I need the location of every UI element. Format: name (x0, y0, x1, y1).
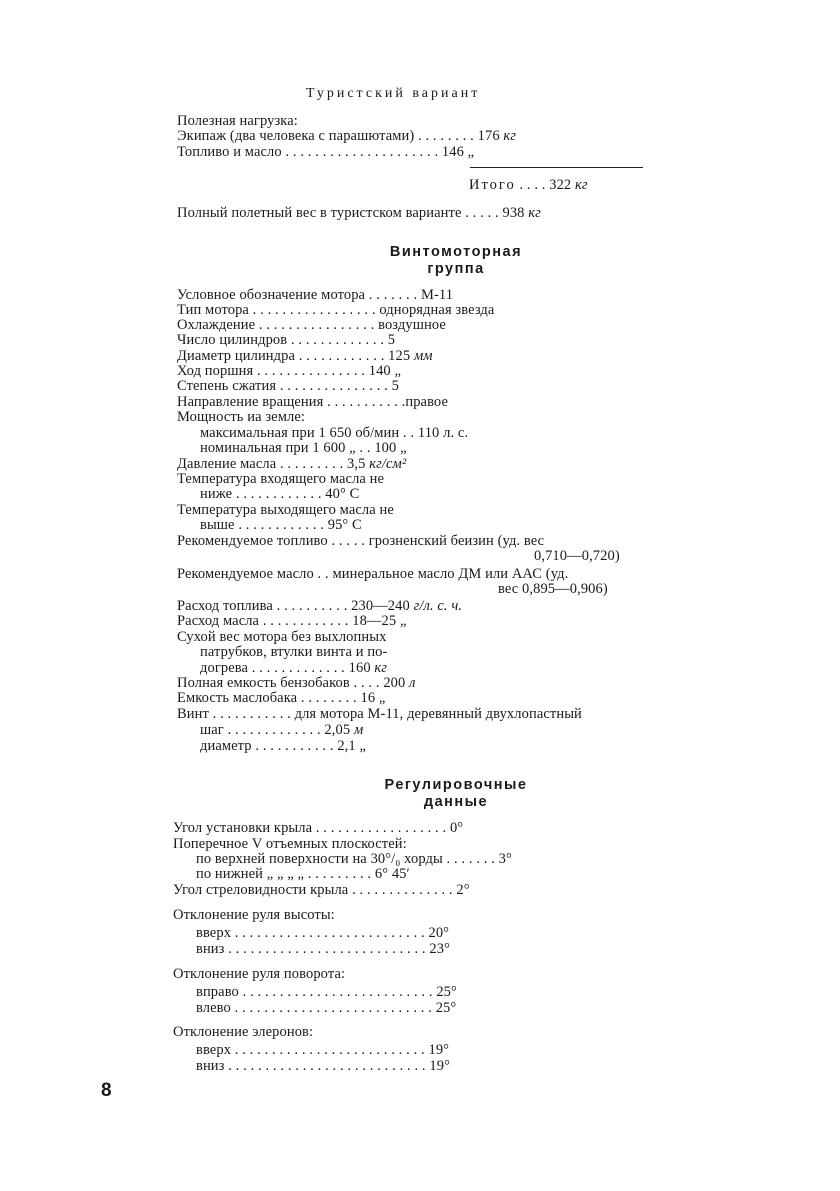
engine-line-text: вес 0,895—0,906) (498, 581, 608, 597)
engine-line (200, 425, 468, 441)
engine-line (177, 502, 394, 518)
engine-line-text: Винт . . . . . . . . . . . для мотора М-11, деревянный двухлопастный (177, 706, 582, 722)
engine-line (177, 690, 385, 706)
engine-group-heading (0, 244, 840, 278)
engine-line-unit: кг/см² (369, 456, 407, 472)
regulation-heading (0, 777, 840, 811)
engine-line (177, 598, 462, 614)
engine-heading-line2: группа (427, 261, 485, 277)
crew-text: Экипаж (два человека с парашютами) . . . . . . . . 176 (177, 128, 504, 144)
regulation-line: влево . . . . . . . . . . . . . . . . . . . . . . . . . . . 25° (196, 1000, 457, 1016)
regulation-line: Отклонение руля поворота: (173, 966, 346, 982)
engine-line (177, 348, 433, 364)
engine-line (200, 517, 362, 533)
regulation-line: Отклонение элеронов: (173, 1024, 314, 1040)
total-unit: кг (575, 177, 588, 193)
engine-line (177, 409, 305, 425)
regulation-line: Отклонение руля высоты: (173, 907, 335, 923)
crew-line (177, 128, 516, 144)
engine-line (177, 317, 446, 333)
engine-line (200, 440, 407, 456)
regulation-heading-line1: Регулировочные (384, 777, 528, 793)
engine-line-text: 0,710—0,720) (534, 548, 620, 564)
engine-line-text: Число цилиндров . . . . . . . . . . . . . 5 (177, 332, 396, 348)
engine-line-unit: л (409, 675, 416, 691)
regulation-line: вниз . . . . . . . . . . . . . . . . . . . . . . . . . . . 23° (196, 941, 450, 957)
regulation-heading-line2: данные (423, 794, 489, 810)
engine-line-text: Температура входящего масла не (177, 471, 385, 487)
engine-line (177, 706, 582, 722)
engine-line-text: Рекомендуемое топливо . . . . . грозненский беизин (уд. вес (177, 533, 545, 549)
regulation-line: вправо . . . . . . . . . . . . . . . . . . . . . . . . . . 25° (196, 984, 457, 1000)
total-label: Итого (469, 177, 516, 193)
engine-line (177, 613, 406, 629)
engine-line-text: Температура выходящего масла не (177, 502, 394, 518)
total-rule (470, 167, 643, 168)
engine-line-unit: мм (413, 348, 433, 364)
engine-line (534, 548, 620, 564)
engine-line (200, 660, 387, 676)
full-weight-unit: кг (528, 205, 541, 221)
tourist-heading: Туристский вариант (306, 86, 481, 101)
engine-line-unit: м (353, 722, 364, 738)
engine-line-text: максимальная при 1 650 об/мин . . 110 л. с. (200, 425, 469, 441)
engine-line-text: Направление вращения . . . . . . . . . . .правое (177, 394, 448, 410)
page-number: 8 (101, 1080, 112, 1101)
crew-unit: кг (503, 128, 517, 144)
engine-line (177, 363, 401, 379)
engine-line (200, 486, 359, 502)
full-weight-line (177, 205, 541, 221)
engine-line (177, 471, 384, 487)
engine-line (177, 378, 399, 394)
engine-line-unit: кг (374, 660, 388, 676)
regulation-line: по верхней поверхности на 30°/₀ хорды . . . . . . . 3° (196, 851, 512, 867)
engine-line (200, 722, 363, 738)
engine-line (200, 644, 387, 660)
engine-line-text: Ход поршня . . . . . . . . . . . . . . . 140 „ (177, 363, 402, 379)
engine-heading-line1: Винтомоторная (389, 244, 523, 260)
engine-line-text: шаг . . . . . . . . . . . . . 2,05 (200, 722, 354, 738)
engine-line-text: Сухой вес мотора без выхлопных (177, 629, 387, 645)
engine-line-text: Полная емкость бензобаков . . . . 200 (177, 675, 410, 691)
engine-line-text: Степень сжатия . . . . . . . . . . . . . . . 5 (177, 378, 399, 394)
engine-line-text: патрубков, втулки винта и по- (200, 644, 388, 660)
engine-line-text: ниже . . . . . . . . . . . . 40° С (200, 486, 360, 502)
engine-line-text: Расход масла . . . . . . . . . . . . 18—25 „ (177, 613, 407, 629)
regulation-line: Поперечное V отъемных плоскостей: (173, 836, 407, 852)
engine-line (177, 566, 568, 582)
engine-line-text: Диаметр цилиндра . . . . . . . . . . . . 125 (177, 348, 414, 364)
full-weight-text: Полный полетный вес в туристском варианте . . . . . 938 (177, 205, 529, 221)
engine-line (177, 332, 395, 348)
regulation-line: Угол стреловидности крыла . . . . . . . . . . . . . . 2° (173, 882, 470, 898)
total-value: . . . . 322 (515, 177, 576, 193)
engine-line (177, 394, 448, 410)
engine-line-text: догрева . . . . . . . . . . . . . 160 (200, 660, 375, 676)
engine-line (177, 533, 544, 549)
regulation-line: вниз . . . . . . . . . . . . . . . . . . . . . . . . . . . 19° (196, 1058, 450, 1074)
engine-line (177, 302, 494, 318)
engine-line (177, 456, 406, 472)
payload-label: Полезная нагрузка: (177, 113, 298, 129)
engine-line-text: Рекомендуемое масло . . минеральное масло ДМ или ААС (уд. (177, 566, 569, 582)
regulation-line: вверх . . . . . . . . . . . . . . . . . . . . . . . . . . 19° (196, 1042, 450, 1058)
engine-line (177, 287, 453, 303)
engine-line-text: Расход топлива . . . . . . . . . . 230—240 (177, 598, 414, 614)
regulation-line: по нижней „ „ „ „ . . . . . . . . . 6° 45′ (196, 866, 410, 882)
engine-line-text: Тип мотора . . . . . . . . . . . . . . . . . однорядная звезда (177, 302, 495, 318)
engine-line-text: Емкость маслобака . . . . . . . . 16 „ (177, 690, 386, 706)
engine-line-text: Давление масла . . . . . . . . . 3,5 (177, 456, 370, 472)
engine-line (177, 675, 416, 691)
engine-line (177, 629, 386, 645)
engine-line-text: номинальная при 1 600 „ . . 100 „ (200, 440, 407, 456)
engine-line-text: диаметр . . . . . . . . . . . 2,1 „ (200, 738, 367, 754)
engine-line-text: выше . . . . . . . . . . . . 95° С (200, 517, 362, 533)
engine-line-unit: г/л. с. ч. (413, 598, 463, 614)
engine-line (498, 581, 608, 597)
regulation-line: Угол установки крыла . . . . . . . . . . . . . . . . . . 0° (173, 820, 464, 836)
engine-line (200, 738, 366, 754)
total-line (469, 177, 588, 193)
engine-line-text: Охлаждение . . . . . . . . . . . . . . . . воздушное (177, 317, 446, 333)
fuel-line: Топливо и масло . . . . . . . . . . . . . . . . . . . . . 146 „ (177, 144, 475, 160)
engine-line-text: Условное обозначение мотора . . . . . . . М-11 (177, 287, 454, 303)
regulation-line: вверх . . . . . . . . . . . . . . . . . . . . . . . . . . 20° (196, 925, 450, 941)
engine-line-text: Мощность иа земле: (177, 409, 305, 425)
